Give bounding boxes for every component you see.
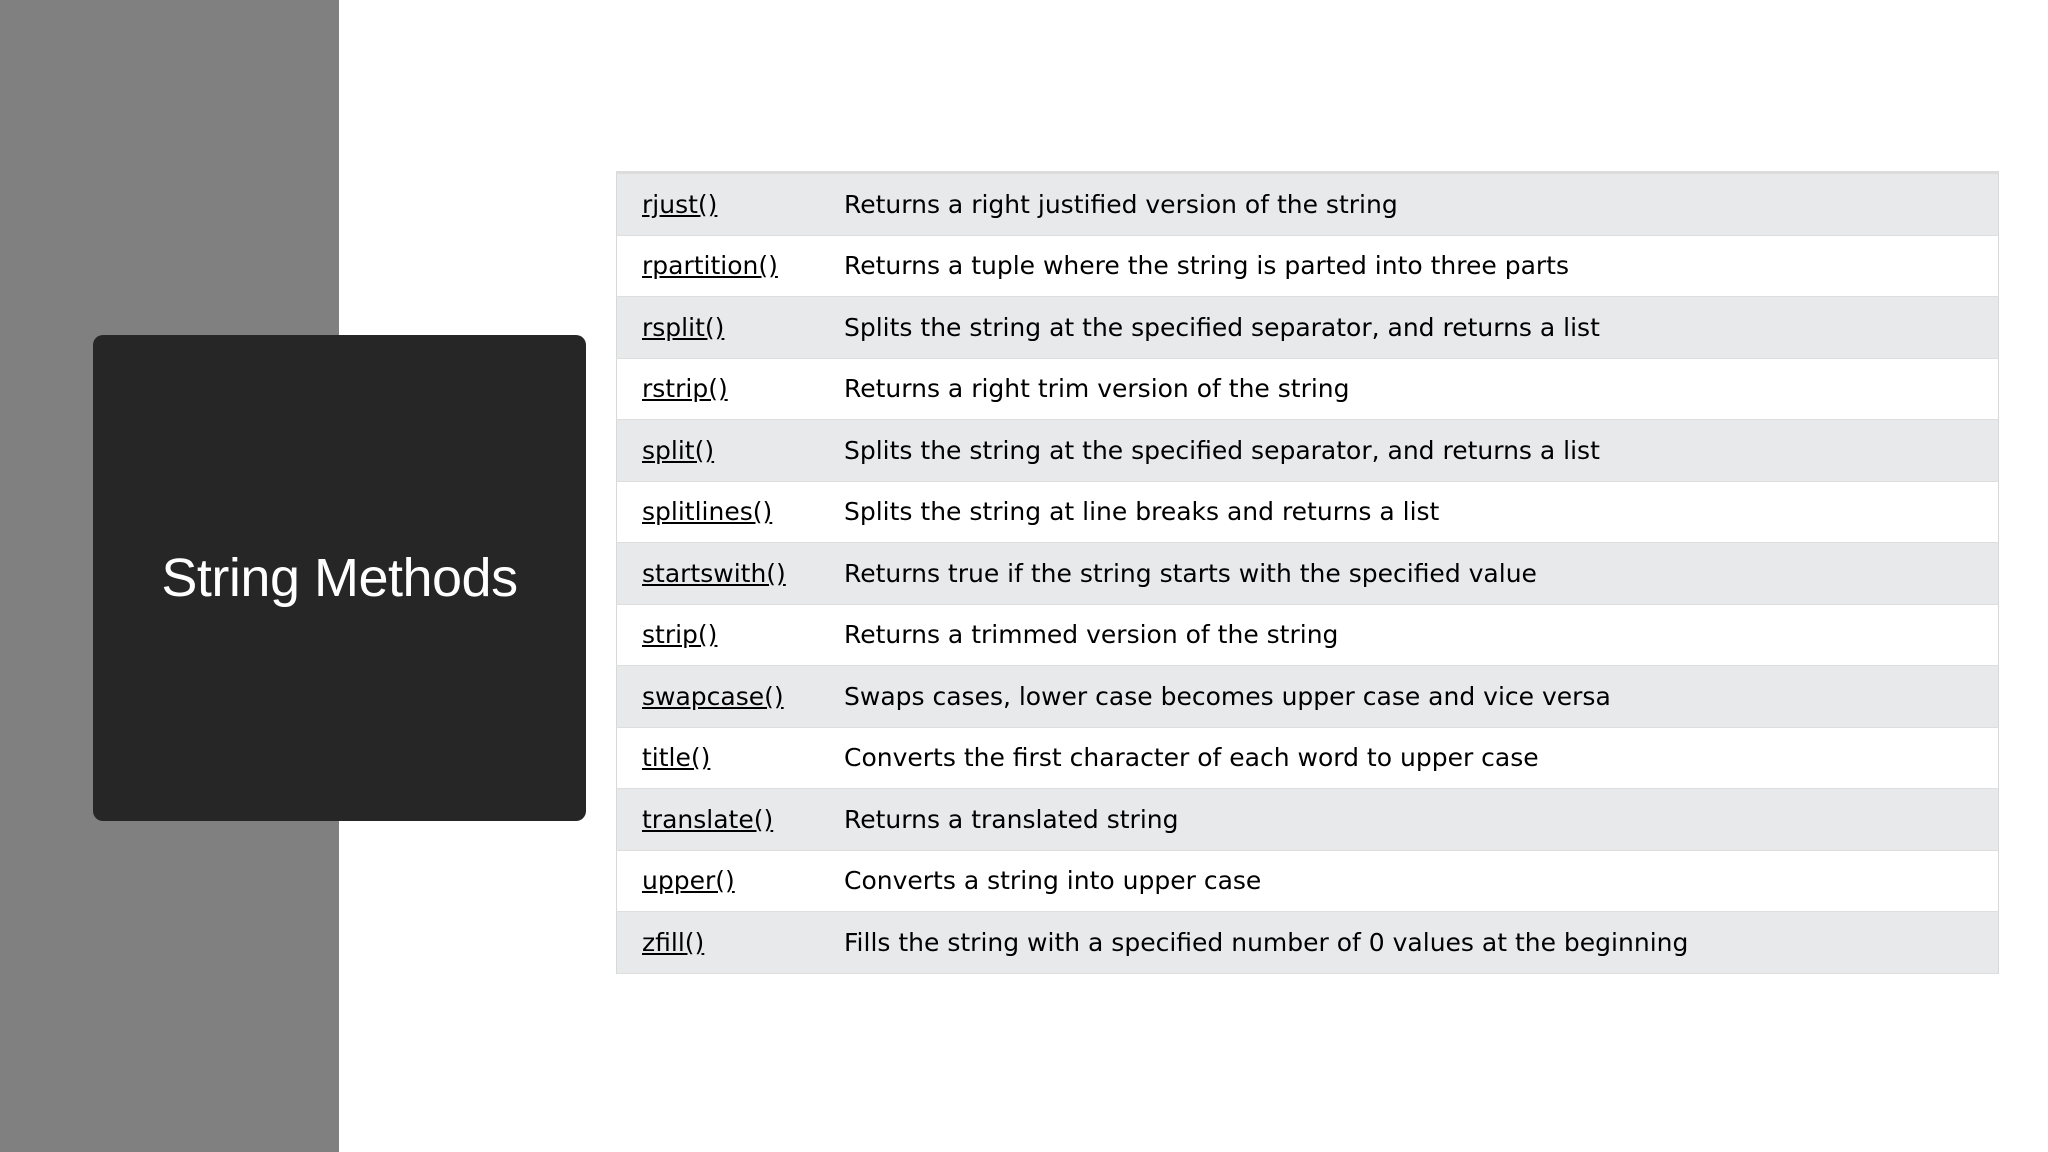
method-name-cell [617,173,845,236]
method-description: Returns a translated string [844,789,1999,851]
method-link[interactable]: rpartition() [642,251,778,281]
method-link[interactable]: upper() [642,866,735,896]
table-row [617,850,1999,912]
table-row [617,481,1999,543]
method-link[interactable]: split() [642,435,715,465]
method-link[interactable]: rjust() [642,189,718,219]
table-row [617,297,1999,359]
method-description: Splits the string at the specified separator, and returns a list [844,297,1999,359]
method-name-cell [617,543,845,605]
method-description: Returns a trimmed version of the string [844,604,1999,666]
method-description: Converts a string into upper case [844,850,1999,912]
method-link[interactable]: strip() [642,620,718,650]
table-row [617,727,1999,789]
method-name-cell [617,358,845,420]
method-description: Returns a right justified version of the string [844,173,1999,236]
table-row [617,173,1999,236]
method-description: Converts the first character of each word to upper case [844,727,1999,789]
method-description: Returns a right trim version of the string [844,358,1999,420]
method-link[interactable]: splitlines() [642,497,773,527]
method-description: Splits the string at line breaks and returns a list [844,481,1999,543]
method-name-cell [617,789,845,851]
table-row [617,912,1999,974]
method-link[interactable]: rstrip() [642,374,728,404]
method-name-cell [617,604,845,666]
method-name-cell [617,727,845,789]
method-description: Fills the string with a specified number of 0 values at the beginning [844,912,1999,974]
method-name-cell [617,850,845,912]
method-name-cell [617,666,845,728]
methods-table-body [617,173,1999,974]
table-row [617,604,1999,666]
method-description: Splits the string at the specified separator, and returns a list [844,420,1999,482]
table-row [617,543,1999,605]
method-description: Swaps cases, lower case becomes upper case and vice versa [844,666,1999,728]
method-name-cell [617,420,845,482]
method-link[interactable]: zfill() [642,927,705,957]
method-link[interactable]: title() [642,743,711,773]
table-row [617,420,1999,482]
table-row [617,666,1999,728]
method-link[interactable]: swapcase() [642,681,784,711]
table-row [617,235,1999,297]
method-name-cell [617,912,845,974]
method-link[interactable]: rsplit() [642,312,725,342]
methods-table [616,171,1999,974]
table-row [617,789,1999,851]
method-name-cell [617,481,845,543]
table-row [617,358,1999,420]
method-link[interactable]: translate() [642,804,774,834]
method-link[interactable]: startswith() [642,558,786,588]
method-description: Returns a tuple where the string is parted into three parts [844,235,1999,297]
method-description: Returns true if the string starts with the specified value [844,543,1999,605]
slide-title: String Methods [161,548,518,608]
method-name-cell [617,235,845,297]
method-name-cell [617,297,845,359]
title-card [93,335,586,821]
